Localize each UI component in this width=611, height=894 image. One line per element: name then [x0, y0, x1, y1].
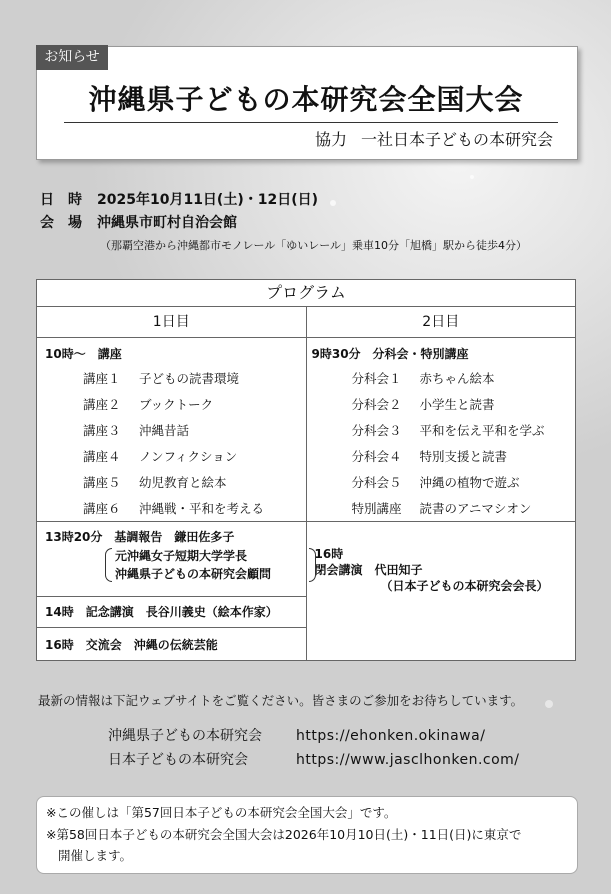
program-item [83, 417, 306, 443]
keynote-role2: 沖縄県子どもの本研究会顧問 [115, 567, 272, 581]
closing-role: （日本子どもの本研究会会長） [380, 579, 549, 593]
program-item [352, 495, 576, 521]
day1-session-title: 10時〜 講座 [45, 347, 122, 361]
item-title: 特別支援と読書 [419, 449, 508, 464]
item-number: 講座１ [83, 371, 121, 386]
site-url[interactable]: https://www.jasclhonken.com/ [296, 752, 520, 768]
item-number: 講座５ [83, 475, 121, 490]
cooperation-label: 協力 [314, 130, 347, 149]
program-item [352, 365, 576, 391]
access-info: （那覇空港から沖縄都市モノレール「ゆいレール」乗車10分「旭橋」駅から徒歩4分） [100, 239, 528, 252]
venue-label: 会場 [40, 215, 96, 231]
program-item [83, 443, 306, 469]
date-label: 日時 [40, 192, 96, 208]
item-title: 幼児教育と絵本 [139, 475, 227, 490]
site-url[interactable]: https://ehonken.okinawa/ [296, 728, 486, 744]
day1-lectures-cell [37, 338, 307, 522]
background-sparkle [545, 700, 553, 708]
item-title: ブックトーク [139, 397, 214, 412]
program-item [352, 391, 576, 417]
note-line: ※この催しは「第57回日本子どもの本研究会全国大会」です。 [46, 805, 397, 820]
item-number: 分科会３ [351, 423, 402, 438]
program-item [352, 443, 576, 469]
item-title: 沖縄昔話 [139, 423, 190, 438]
program-title: プログラム [37, 280, 576, 307]
program-item [83, 365, 306, 391]
item-number: 講座６ [83, 501, 121, 516]
item-number: 講座３ [83, 423, 121, 438]
item-number: 分科会１ [351, 371, 402, 386]
venue-row [40, 212, 237, 232]
item-title: ノンフィクション [139, 449, 238, 464]
notice-label: お知らせ [36, 45, 108, 70]
closing-time: 16時 [314, 547, 344, 561]
program-item [352, 469, 576, 495]
day2-sections-cell [306, 338, 576, 522]
day2-session-title: 9時30分 分科会・特別講座 [311, 347, 469, 361]
memorial-lecture: 14時 記念講演 長谷川義史（絵本作家） [45, 605, 278, 619]
site-row [108, 725, 485, 745]
background-sparkle [330, 200, 336, 206]
item-number: 分科会２ [351, 397, 402, 412]
date-value: 2025年10月11日(土)・12日(日) [97, 192, 319, 208]
date-row [40, 189, 318, 209]
cooperation-org: 一社日本子どもの本研究会 [360, 130, 553, 149]
keynote-cell [37, 522, 307, 597]
item-title: 赤ちゃん絵本 [419, 371, 495, 386]
day2-header: 2日目 [306, 307, 576, 338]
exchange-line: 16時 交流会 沖縄の伝統芸能 [45, 638, 218, 652]
item-number: 講座２ [83, 397, 121, 412]
item-number: 分科会４ [351, 449, 402, 464]
item-title: 小学生と読書 [419, 397, 495, 412]
program-item [352, 417, 576, 443]
item-title: 子どもの読書環境 [139, 371, 240, 386]
event-title: 沖縄県子どもの本研究会全国大会 [88, 83, 524, 116]
closing-block [307, 522, 576, 594]
title-divider [64, 122, 558, 123]
program-item [83, 391, 306, 417]
keynote-role1: 元沖縄女子短期大学学長 [115, 549, 248, 563]
cooperation-line [315, 127, 553, 150]
lecture-list [37, 363, 306, 521]
footer-message: 最新の情報は下記ウェブサイトをご覧ください。皆さまのご参加をお待ちしています。 [38, 693, 524, 708]
keynote-line: 13時20分 基調報告 鎌田佐多子 [45, 530, 235, 544]
program-table [36, 279, 576, 661]
note-line: 開催します。 [58, 848, 133, 863]
item-number: 講座４ [83, 449, 121, 464]
item-number: 分科会５ [351, 475, 402, 490]
section-list [307, 363, 576, 521]
note-line: ※第58回日本子どもの本研究会全国大会は2026年10月10日(土)・11日(日)に東京で [46, 827, 522, 842]
item-number: 特別講座 [351, 501, 402, 516]
program-item [83, 469, 306, 495]
background-sparkle [470, 175, 474, 179]
keynote-roles [109, 547, 306, 583]
site-name: 日本子どもの本研究会 [108, 752, 248, 768]
site-row [108, 749, 520, 769]
item-title: 平和を伝え平和を学ぶ [419, 423, 545, 438]
program-item [83, 495, 306, 521]
closing-cell [306, 522, 576, 661]
item-title: 沖縄の植物で遊ぶ [419, 475, 520, 490]
item-title: 沖縄戦・平和を考える [139, 501, 265, 516]
day1-header: 1日目 [37, 307, 307, 338]
venue-value: 沖縄県市町村自治会館 [97, 215, 237, 231]
closing-lecture: 閉会講演 代田知子 [314, 563, 423, 577]
site-name: 沖縄県子どもの本研究会 [108, 728, 262, 744]
memorial-lecture-cell [37, 597, 307, 628]
item-title: 読書のアニマシオン [419, 501, 532, 516]
exchange-cell [37, 628, 307, 661]
